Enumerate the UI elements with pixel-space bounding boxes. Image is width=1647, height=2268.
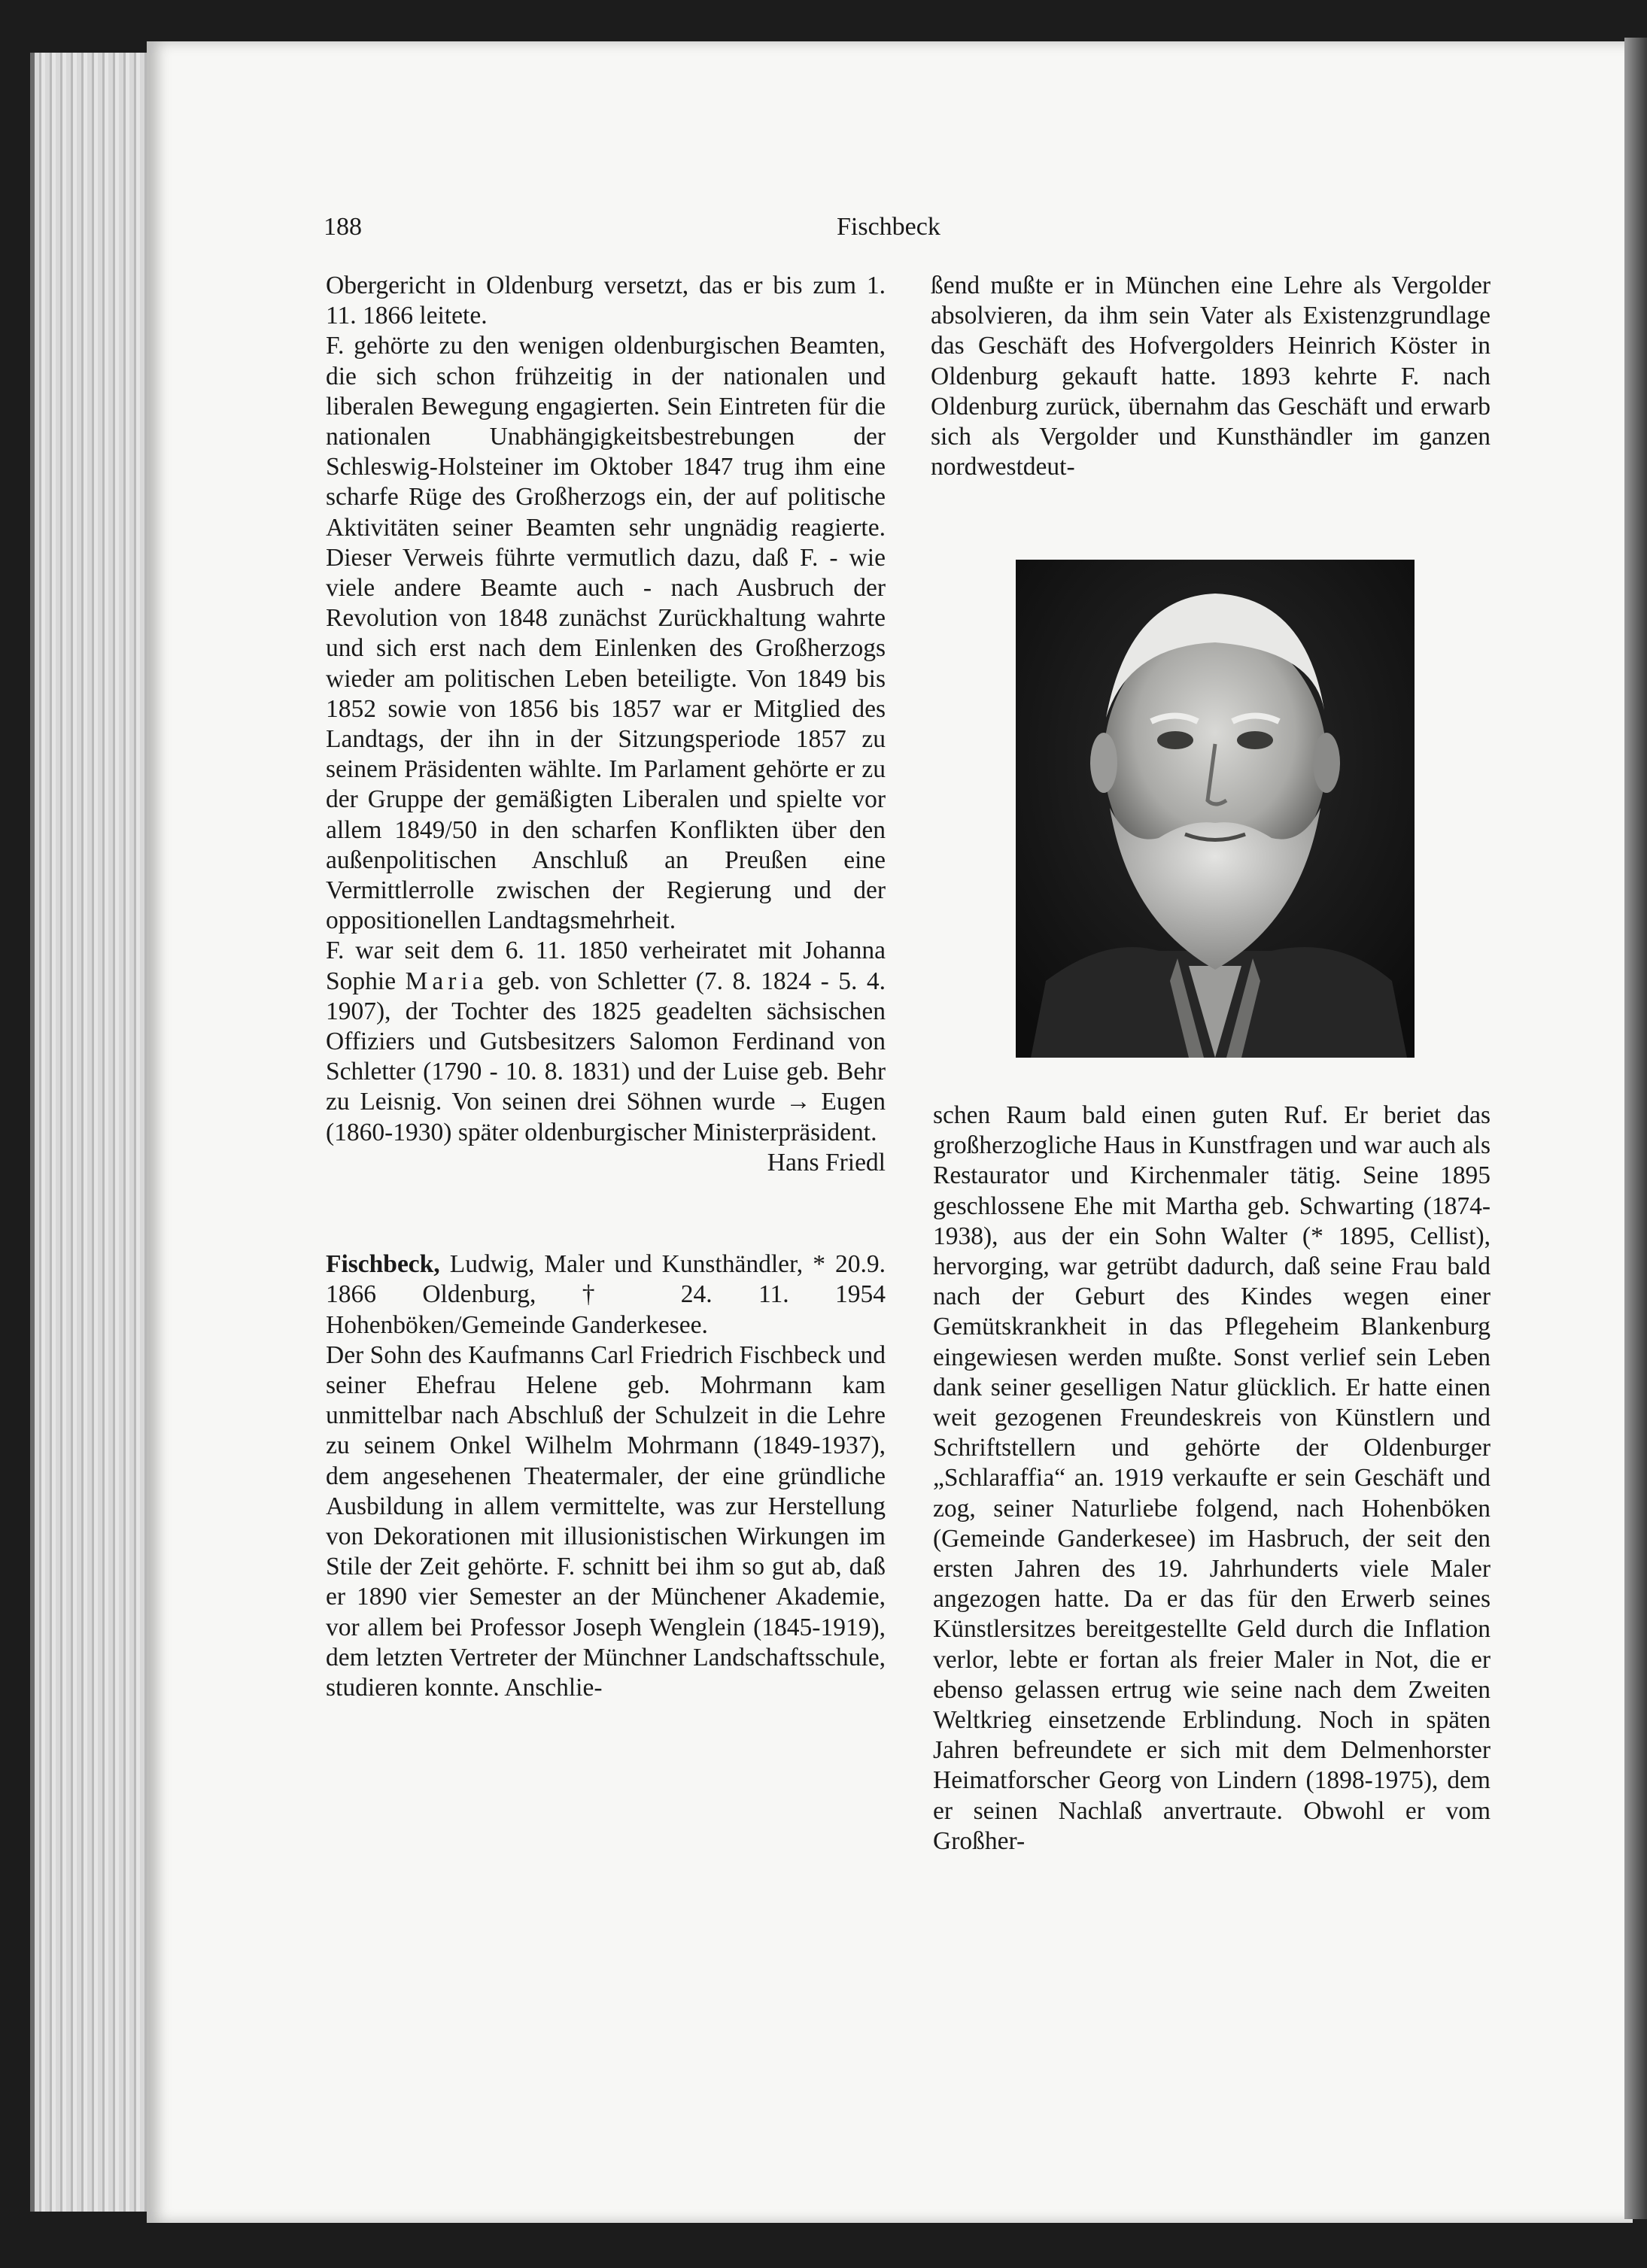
portrait-photo <box>1016 560 1415 1058</box>
paragraph: schen Raum bald einen guten Ruf. Er beriet das großherzogliche Haus in Kunstfragen und war auch als Restaurator und Kirchenmaler tätig. Seine 1895 geschlossene Ehe mit Martha geb. Schwarting (1874-1938), aus der ein Sohn Walter (* 1895, Cellist), hervorging, war getrübt dadurch, daß seine Frau bald nach der Geburt des Kindes wegen einer Gemütskrankheit in das Pflegeheim Blankenburg eingewiesen werden mußte. Sonst verlief sein Leben dank seiner geselligen Natur glücklich. Er hatte einen weit gezogenen Freundeskreis von Künstlern und Schriftstellern und gehörte der Oldenburger „Schlaraffia“ an. 1919 verkaufte er sein Geschäft und zog, seiner Naturliebe folgend, nach Hohenböken (Gemeinde Ganderkesee) im Hasbruch, der seit den ersten Jahren des 19. Jahrhunderts viele Maler angezogen hatte. Da er das für den Erwerb seines Künstlersitzes bereitgestellte Geld durch die Inflation verlor, lebte er fortan als freier Maler in Not, die er ebenso gelassen ertrug wie seine nach dem Zweiten Weltkrieg einsetzende Erblindung. Noch in späten Jahren befreundete er sich mit dem Delmenhorster Heimatforscher Georg von Lindern (1898-1975), dem er seinen Nachlaß anvertraute. Obwohl er vom Großher- <box>933 1101 1491 1855</box>
paragraph: Obergericht in Oldenburg versetzt, das er bis zum 1. 11. 1866 leitete. <box>326 272 886 330</box>
book-spine-shadow <box>1624 38 1647 2219</box>
text-run: F. war seit dem 6. 11. 1850 verheiratet mit Johanna Sophie <box>326 937 886 995</box>
page-number: 188 <box>324 213 362 241</box>
entry-headword: Fischbeck, <box>326 1250 440 1279</box>
paragraph: F. gehörte zu den wenigen oldenburgischen Beamten, die sich schon frühzeitig in der nationalen und liberalen Bewegung engagierten. Sein Eintreten für die nationalen Unabhängigkeitsbestrebungen der Schleswig-Holsteiner im Oktober 1847 trug ihm eine scharfe Rüge des Großherzogs ein, der auf politische Aktivitäten seiner Beamten sehr ungnädig reagierte. Dieser Verweis führte vermutlich dazu, daß F. - wie viele andere Beamte auch - nach Ausbruch der Revolution von 1848 zunächst Zurückhaltung wahrte und sich erst nach dem Einlenken des Großherzogs wieder am politischen Leben beteiligte. Von 1849 bis 1852 sowie von 1856 bis 1857 war er Mitglied des Landtags, der ihn in der Sitzungsperiode 1857 zu seinem Präsidenten wählte. Im Parlament gehörte er zu der Gruppe der gemäßigten Liberalen und spielte vor allem 1849/50 in den scharfen Konflikten über den außenpolitischen Anschluß an Preußen eine Vermittlerrolle zwischen der Regierung und der oppositionellen Landtagsmehrheit. <box>326 332 886 935</box>
right-column-top <box>931 271 1491 482</box>
entry-separator <box>326 1178 886 1249</box>
entry-head-details: Ludwig, Maler und Kunsthändler, * 20.9. 1866 Oldenburg, † 24. 11. 1954 Hohenböken/Gemeinde Ganderkesee. <box>326 1250 886 1339</box>
running-title: Fischbeck <box>837 213 940 241</box>
left-column <box>326 271 886 1703</box>
portrait-image <box>1016 560 1415 1058</box>
author-signature: Hans Friedl <box>767 1148 886 1177</box>
book-page-edges <box>30 53 163 2212</box>
text-run: geb. von Schletter (7. 8. 1824 - 5. 4. 1907), der Tochter des 1825 geadelten sächsischen Offiziers und Gutsbesitzers Salomon Ferdinand von Schletter (1790 - 10. 8. 1831) und der Luise geb. Behr zu Leisnig. Von seinen drei Söhnen wurde → Eugen (1860-1930) später oldenburgischer Ministerpräsident. <box>326 967 886 1146</box>
spaced-name: Maria <box>405 967 488 995</box>
paragraph: Der Sohn des Kaufmanns Carl Friedrich Fischbeck und seiner Ehefrau Helene geb. Mohrmann kam unmittelbar nach Abschluß der Schulzeit in die Lehre zu seinem Onkel Wilhelm Mohrmann (1849-1937), dem angesehenen Theatermaler, der eine gründliche Ausbildung in allem vermittelte, was zur Herstellung von Dekorationen mit illusionistischen Wirkungen im Stile der Zeit gehörte. F. schnitt bei ihm so gut ab, daß er 1890 vier Semester an der Münchener Akademie, vor allem bei Professor Joseph Wenglein (1845-1919), dem letzten Vertreter der Münchner Landschaftsschule, studieren konnte. Anschlie- <box>326 1340 886 1702</box>
paragraph: ßend mußte er in München eine Lehre als Vergolder absolvieren, da ihm sein Vater als Existenzgrundlage das Geschäft des Hofvergolders Heinrich Köster in Oldenburg gekauft hatte. 1893 kehrte F. nach Oldenburg zurück, übernahm das Geschäft und erwarb sich als Vergolder und Kunsthändler im ganzen nordwestdeut- <box>931 272 1491 481</box>
running-head <box>324 213 963 250</box>
paragraph <box>326 936 886 1147</box>
entry-heading <box>326 1249 886 1340</box>
right-column-bottom <box>933 1101 1491 1857</box>
